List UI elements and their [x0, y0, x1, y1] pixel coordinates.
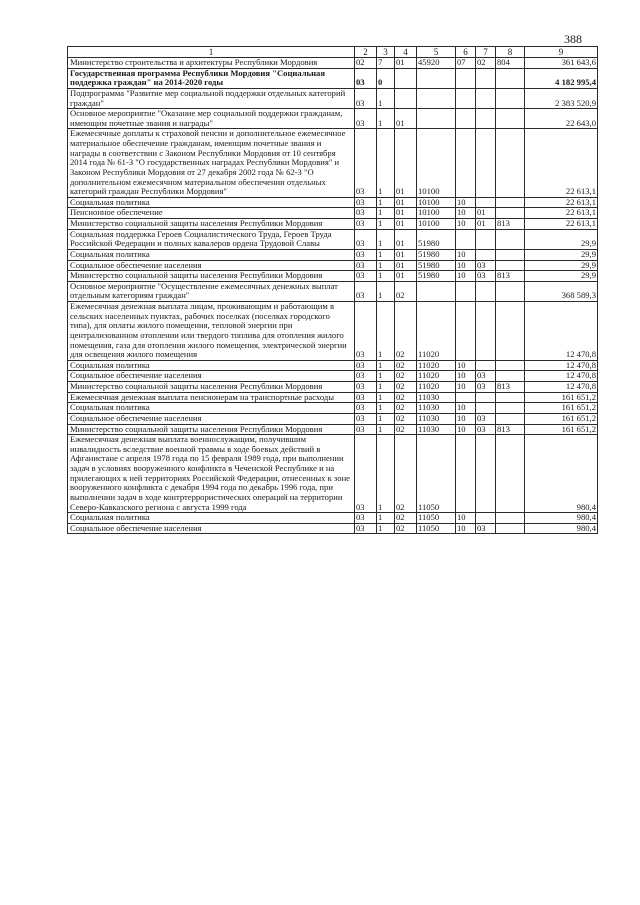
amount-cell: 12 470,8 — [525, 382, 598, 393]
ministry-code-cell — [496, 197, 525, 208]
row-name-cell: Социальная политика — [68, 249, 355, 260]
amount-cell: 161 651,2 — [525, 403, 598, 414]
row-name-cell: Ежемесячные доплаты к страховой пенсии и дополнительное ежемесячное материальное обеспечение гражданам, имеющим почетные звания и награды в соответствии с Законом Республики Мордовия от 10 сентября 2014 года № 61-З "О государственных наградах Республики Мордовия" и Законом Республики Мордовия от 27 декабря 2002 года № 62-З "О дополнительном ежемесячном материальном обеспечении отдельных категорий граждан Республики Мордовия" — [68, 129, 355, 197]
section-code-cell — [456, 281, 476, 301]
measure-code-cell: 02 — [395, 413, 417, 424]
table-row — [68, 403, 598, 414]
table-row — [68, 360, 598, 371]
ministry-code-cell — [496, 229, 525, 249]
table-row — [68, 271, 598, 282]
ministry-code-cell — [496, 435, 525, 513]
ministry-code-cell — [496, 208, 525, 219]
subprogram-code-cell: 0 — [377, 68, 395, 88]
amount-cell: 2 383 520,9 — [525, 88, 598, 108]
section-code-cell: 10 — [456, 403, 476, 414]
subsection-code-cell — [476, 403, 496, 414]
program-code-cell: 03 — [355, 371, 377, 382]
amount-cell: 22 613,1 — [525, 197, 598, 208]
subsection-code-cell: 03 — [476, 371, 496, 382]
section-code-cell: 10 — [456, 360, 476, 371]
row-name-cell: Социальное обеспечение населения — [68, 260, 355, 271]
ministry-code-cell: 813 — [496, 382, 525, 393]
section-code-cell: 10 — [456, 208, 476, 219]
direction-code-cell: 11030 — [417, 392, 456, 403]
section-code-cell: 10 — [456, 523, 476, 534]
subprogram-code-cell: 1 — [377, 413, 395, 424]
section-code-cell — [456, 88, 476, 108]
subsection-code-cell — [476, 88, 496, 108]
amount-cell: 22 643,0 — [525, 109, 598, 129]
subprogram-code-cell: 1 — [377, 523, 395, 534]
row-name-cell: Министерство социальной защиты населения Республики Мордовия — [68, 382, 355, 393]
measure-code-cell: 02 — [395, 382, 417, 393]
subsection-code-cell — [476, 513, 496, 524]
table-row — [68, 371, 598, 382]
table-row — [68, 129, 598, 197]
page-number: 388 — [564, 32, 582, 46]
section-code-cell: 10 — [456, 219, 476, 230]
row-name-cell: Социальное обеспечение населения — [68, 371, 355, 382]
row-name-cell: Ежемесячная денежная выплата пенсионерам на транспортные расходы — [68, 392, 355, 403]
ministry-code-cell — [496, 302, 525, 361]
measure-code-cell: 01 — [395, 197, 417, 208]
direction-code-cell — [417, 68, 456, 88]
section-code-cell: 10 — [456, 197, 476, 208]
ministry-code-cell — [496, 129, 525, 197]
subprogram-code-cell: 1 — [377, 281, 395, 301]
ministry-code-cell — [496, 88, 525, 108]
subsection-code-cell: 01 — [476, 208, 496, 219]
measure-code-cell: 02 — [395, 523, 417, 534]
subsection-code-cell — [476, 302, 496, 361]
subsection-code-cell — [476, 229, 496, 249]
section-code-cell: 10 — [456, 382, 476, 393]
subsection-code-cell: 03 — [476, 382, 496, 393]
column-header: 9 — [525, 47, 598, 58]
section-code-cell — [456, 229, 476, 249]
subprogram-code-cell: 1 — [377, 219, 395, 230]
ministry-code-cell: 813 — [496, 271, 525, 282]
section-code-cell — [456, 392, 476, 403]
table-row — [68, 197, 598, 208]
direction-code-cell — [417, 281, 456, 301]
amount-cell: 12 470,8 — [525, 360, 598, 371]
subsection-code-cell — [476, 68, 496, 88]
amount-cell: 4 182 995,4 — [525, 68, 598, 88]
program-code-cell: 03 — [355, 382, 377, 393]
direction-code-cell: 51980 — [417, 229, 456, 249]
row-name-cell: Пенсионное обеспечение — [68, 208, 355, 219]
subsection-code-cell: 03 — [476, 260, 496, 271]
row-name-cell: Социальная политика — [68, 403, 355, 414]
measure-code-cell: 02 — [395, 435, 417, 513]
subsection-code-cell: 03 — [476, 413, 496, 424]
section-code-cell — [456, 435, 476, 513]
table-row — [68, 281, 598, 301]
program-code-cell: 03 — [355, 403, 377, 414]
column-header: 3 — [377, 47, 395, 58]
ministry-code-cell — [496, 392, 525, 403]
direction-code-cell: 11050 — [417, 435, 456, 513]
ministry-code-cell — [496, 413, 525, 424]
subprogram-code-cell: 7 — [377, 58, 395, 69]
subsection-code-cell — [476, 129, 496, 197]
amount-cell: 12 470,8 — [525, 371, 598, 382]
subprogram-code-cell: 1 — [377, 513, 395, 524]
measure-code-cell — [395, 88, 417, 108]
column-header: 7 — [476, 47, 496, 58]
subprogram-code-cell: 1 — [377, 129, 395, 197]
ministry-code-cell — [496, 360, 525, 371]
subsection-code-cell — [476, 281, 496, 301]
section-code-cell — [456, 68, 476, 88]
row-name-cell: Министерство социальной защиты населения Республики Мордовия — [68, 424, 355, 435]
table-row — [68, 68, 598, 88]
subprogram-code-cell: 1 — [377, 208, 395, 219]
subprogram-code-cell: 1 — [377, 229, 395, 249]
amount-cell: 12 470,8 — [525, 302, 598, 361]
program-code-cell: 03 — [355, 523, 377, 534]
program-code-cell: 03 — [355, 68, 377, 88]
amount-cell: 161 651,2 — [525, 392, 598, 403]
direction-code-cell: 11030 — [417, 413, 456, 424]
subprogram-code-cell: 1 — [377, 392, 395, 403]
measure-code-cell: 01 — [395, 58, 417, 69]
amount-cell: 161 651,2 — [525, 424, 598, 435]
subprogram-code-cell: 1 — [377, 271, 395, 282]
row-name-cell: Социальная политика — [68, 513, 355, 524]
subsection-code-cell — [476, 392, 496, 403]
subprogram-code-cell: 1 — [377, 302, 395, 361]
program-code-cell: 03 — [355, 435, 377, 513]
measure-code-cell: 01 — [395, 271, 417, 282]
direction-code-cell: 51980 — [417, 249, 456, 260]
amount-cell: 980,4 — [525, 435, 598, 513]
table-row — [68, 424, 598, 435]
measure-code-cell: 02 — [395, 513, 417, 524]
subprogram-code-cell: 1 — [377, 403, 395, 414]
table-row — [68, 249, 598, 260]
subprogram-code-cell: 1 — [377, 260, 395, 271]
program-code-cell: 03 — [355, 424, 377, 435]
measure-code-cell: 01 — [395, 260, 417, 271]
section-code-cell: 10 — [456, 371, 476, 382]
measure-code-cell: 02 — [395, 302, 417, 361]
table-row — [68, 392, 598, 403]
table-row — [68, 413, 598, 424]
amount-cell: 22 613,1 — [525, 208, 598, 219]
direction-code-cell: 45920 — [417, 58, 456, 69]
direction-code-cell: 11030 — [417, 403, 456, 414]
subsection-code-cell: 02 — [476, 58, 496, 69]
table-row — [68, 382, 598, 393]
amount-cell: 29,9 — [525, 271, 598, 282]
direction-code-cell: 11020 — [417, 302, 456, 361]
section-code-cell: 10 — [456, 413, 476, 424]
measure-code-cell: 02 — [395, 371, 417, 382]
subprogram-code-cell: 1 — [377, 382, 395, 393]
measure-code-cell: 02 — [395, 424, 417, 435]
section-code-cell: 10 — [456, 271, 476, 282]
ministry-code-cell — [496, 403, 525, 414]
amount-cell: 29,9 — [525, 260, 598, 271]
program-code-cell: 03 — [355, 281, 377, 301]
program-code-cell: 03 — [355, 109, 377, 129]
measure-code-cell: 01 — [395, 208, 417, 219]
ministry-code-cell — [496, 109, 525, 129]
subsection-code-cell: 03 — [476, 271, 496, 282]
table-row — [68, 435, 598, 513]
table-body — [68, 58, 598, 534]
row-name-cell: Министерство строительства и архитектуры Республики Мордовия — [68, 58, 355, 69]
column-header: 1 — [68, 47, 355, 58]
row-name-cell: Министерство социальной защиты населения Республики Мордовия — [68, 219, 355, 230]
section-code-cell: 10 — [456, 249, 476, 260]
measure-code-cell: 01 — [395, 229, 417, 249]
table-row — [68, 229, 598, 249]
ministry-code-cell — [496, 513, 525, 524]
amount-cell: 361 643,6 — [525, 58, 598, 69]
row-name-cell: Социальное обеспечение населения — [68, 413, 355, 424]
section-code-cell — [456, 129, 476, 197]
budget-table — [67, 46, 598, 534]
column-header: 4 — [395, 47, 417, 58]
direction-code-cell: 10100 — [417, 208, 456, 219]
row-name-cell: Подпрограмма "Развитие мер социальной поддержки отдельных категорий граждан" — [68, 88, 355, 108]
subsection-code-cell — [476, 360, 496, 371]
amount-cell: 22 613,1 — [525, 129, 598, 197]
subsection-code-cell — [476, 435, 496, 513]
measure-code-cell: 01 — [395, 249, 417, 260]
row-name-cell: Социальная политика — [68, 197, 355, 208]
program-code-cell: 03 — [355, 302, 377, 361]
direction-code-cell — [417, 88, 456, 108]
measure-code-cell: 02 — [395, 360, 417, 371]
subsection-code-cell — [476, 249, 496, 260]
amount-cell: 980,4 — [525, 523, 598, 534]
subsection-code-cell: 01 — [476, 219, 496, 230]
program-code-cell: 02 — [355, 58, 377, 69]
subprogram-code-cell: 1 — [377, 109, 395, 129]
program-code-cell: 03 — [355, 260, 377, 271]
ministry-code-cell: 813 — [496, 219, 525, 230]
measure-code-cell: 02 — [395, 403, 417, 414]
amount-cell: 161 651,2 — [525, 413, 598, 424]
program-code-cell: 03 — [355, 219, 377, 230]
section-code-cell — [456, 109, 476, 129]
amount-cell: 22 613,1 — [525, 219, 598, 230]
subprogram-code-cell: 1 — [377, 424, 395, 435]
program-code-cell: 03 — [355, 513, 377, 524]
row-name-cell: Социальная поддержка Героев Социалистического Труда, Героев Труда Российской Федерации и полных кавалеров ордена Трудовой Славы — [68, 229, 355, 249]
row-name-cell: Основное мероприятие "Осуществление ежемесячных денежных выплат отдельным категориям граждан" — [68, 281, 355, 301]
row-name-cell: Социальное обеспечение населения — [68, 523, 355, 534]
row-name-cell: Министерство социальной защиты населения Республики Мордовия — [68, 271, 355, 282]
ministry-code-cell — [496, 260, 525, 271]
subsection-code-cell — [476, 109, 496, 129]
subprogram-code-cell: 1 — [377, 197, 395, 208]
row-name-cell: Ежемесячная денежная выплата лицам, проживающим и работающим в сельских населенных пунктах, рабочих поселках (поселках городского типа), для оплаты жилого помещения, тепловой энергии при централизованном отоплении или твердого топлива для отопления жилого помещения, газа для отопления жилого помещения, электрической энергии для освещения жилого помещения — [68, 302, 355, 361]
ministry-code-cell — [496, 371, 525, 382]
subsection-code-cell: 03 — [476, 523, 496, 534]
program-code-cell: 03 — [355, 360, 377, 371]
direction-code-cell: 10100 — [417, 129, 456, 197]
section-code-cell: 10 — [456, 260, 476, 271]
direction-code-cell: 10100 — [417, 197, 456, 208]
section-code-cell: 10 — [456, 424, 476, 435]
table-row — [68, 88, 598, 108]
ministry-code-cell — [496, 68, 525, 88]
measure-code-cell: 01 — [395, 219, 417, 230]
program-code-cell: 03 — [355, 413, 377, 424]
program-code-cell: 03 — [355, 129, 377, 197]
table-row — [68, 302, 598, 361]
table-row — [68, 219, 598, 230]
section-code-cell: 07 — [456, 58, 476, 69]
direction-code-cell: 11020 — [417, 360, 456, 371]
amount-cell: 368 589,3 — [525, 281, 598, 301]
subprogram-code-cell: 1 — [377, 435, 395, 513]
program-code-cell: 03 — [355, 229, 377, 249]
direction-code-cell: 51980 — [417, 271, 456, 282]
direction-code-cell: 11020 — [417, 371, 456, 382]
amount-cell: 980,4 — [525, 513, 598, 524]
table-row — [68, 58, 598, 69]
subprogram-code-cell: 1 — [377, 249, 395, 260]
ministry-code-cell — [496, 249, 525, 260]
column-header: 5 — [417, 47, 456, 58]
column-header: 2 — [355, 47, 377, 58]
measure-code-cell — [395, 68, 417, 88]
program-code-cell: 03 — [355, 249, 377, 260]
amount-cell: 29,9 — [525, 229, 598, 249]
column-header: 8 — [496, 47, 525, 58]
subsection-code-cell: 03 — [476, 424, 496, 435]
subsection-code-cell — [476, 197, 496, 208]
row-name-cell: Ежемесячная денежная выплата военнослужащим, получившим инвалидность вследствие военной травмы в ходе боевых действий в Афганистане с апреля 1978 года по 15 февраля 1989 года, при выполнении задач в условиях вооруженного конфликта в Чеченской Республике и на прилегающих к ней территориях Российской Федерации, отнесенных к зоне вооруженного конфликта с декабря 1994 года по декабрь 1996 года, при выполнении задач в ходе контртеррористических операций на территории Северо-Кавказского региона с августа 1999 года — [68, 435, 355, 513]
section-code-cell — [456, 302, 476, 361]
program-code-cell: 03 — [355, 392, 377, 403]
direction-code-cell: 10100 — [417, 219, 456, 230]
measure-code-cell: 01 — [395, 129, 417, 197]
direction-code-cell — [417, 109, 456, 129]
direction-code-cell: 11050 — [417, 523, 456, 534]
header-row — [68, 47, 598, 58]
program-code-cell: 03 — [355, 208, 377, 219]
measure-code-cell: 01 — [395, 109, 417, 129]
table-row — [68, 513, 598, 524]
table-row — [68, 109, 598, 129]
table-row — [68, 208, 598, 219]
measure-code-cell: 02 — [395, 392, 417, 403]
program-code-cell: 03 — [355, 88, 377, 108]
row-name-cell: Основное мероприятие "Оказание мер социальной поддержки гражданам, имеющим почетные звания и награды" — [68, 109, 355, 129]
table-row — [68, 523, 598, 534]
direction-code-cell: 51980 — [417, 260, 456, 271]
direction-code-cell: 11020 — [417, 382, 456, 393]
direction-code-cell: 11030 — [417, 424, 456, 435]
ministry-code-cell: 813 — [496, 424, 525, 435]
amount-cell: 29,9 — [525, 249, 598, 260]
row-name-cell: Государственная программа Республики Мордовия "Социальная поддержка граждан" на 2014-2020 годы — [68, 68, 355, 88]
program-code-cell: 03 — [355, 197, 377, 208]
column-header: 6 — [456, 47, 476, 58]
ministry-code-cell: 804 — [496, 58, 525, 69]
measure-code-cell: 02 — [395, 281, 417, 301]
program-code-cell: 03 — [355, 271, 377, 282]
row-name-cell: Социальная политика — [68, 360, 355, 371]
ministry-code-cell — [496, 281, 525, 301]
table-row — [68, 260, 598, 271]
ministry-code-cell — [496, 523, 525, 534]
subprogram-code-cell: 1 — [377, 360, 395, 371]
section-code-cell: 10 — [456, 513, 476, 524]
subprogram-code-cell: 1 — [377, 371, 395, 382]
direction-code-cell: 11050 — [417, 513, 456, 524]
subprogram-code-cell: 1 — [377, 88, 395, 108]
